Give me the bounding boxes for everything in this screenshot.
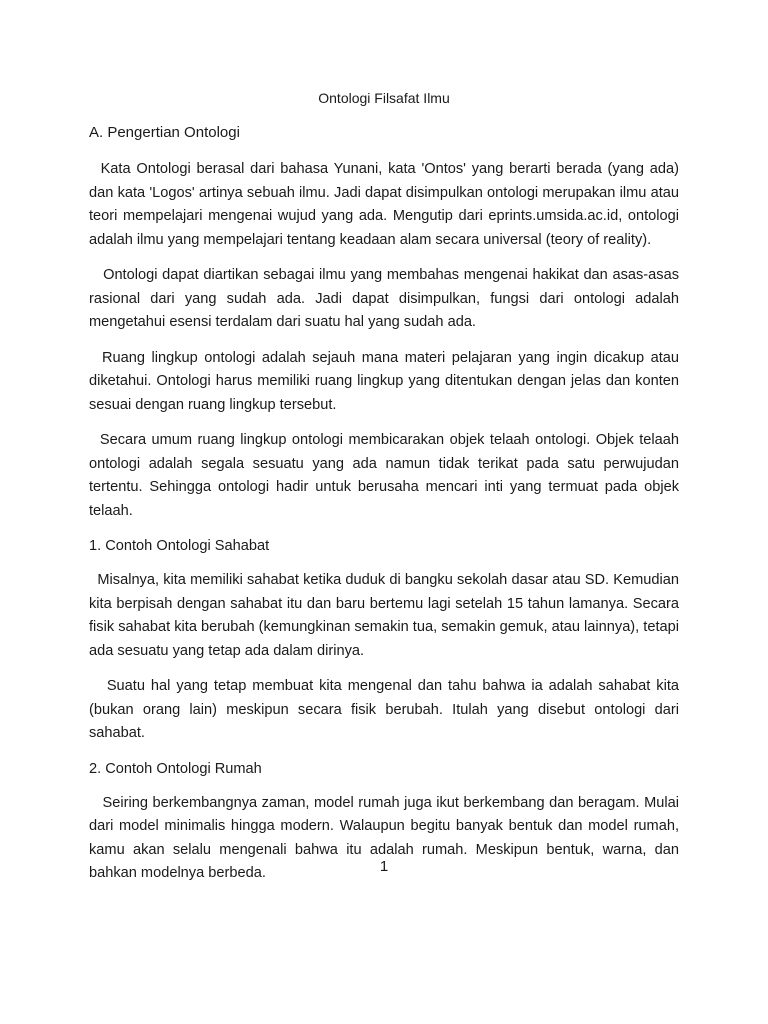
document-page	[89, 88, 684, 898]
paragraph: Ontologi dapat diartikan sebagai ilmu yang membahas mengenai hakikat dan asas-asas rasional dari yang sudah ada. Jadi dapat disimpulkan, fungsi dari ontologi adalah mengetahui esensi terdalam dari suatu hal yang sudah ada.	[89, 267, 684, 330]
page-number: 1	[379, 858, 389, 875]
example-heading-sahabat: 1. Contoh Ontologi Sahabat	[89, 538, 270, 554]
paragraph: Seiring berkembangnya zaman, model rumah juga ikut berkembang dan beragam. Mulai dari model minimalis hingga modern. Walaupun begitu banyak bentuk dan model rumah, kamu akan selalu mengenali bahwa itu adalah rumah. Meskipun bentuk, warna, dan bahkan modelnya berbeda.	[89, 794, 684, 881]
example-heading-rumah: 2. Contoh Ontologi Rumah	[89, 760, 262, 777]
section-heading-pengertian: A. Pengertian Ontologi	[89, 124, 240, 141]
paragraph: Suatu hal yang tetap membuat kita mengenal dan tahu bahwa ia adalah sahabat kita (bukan orang lain) meskipun secara fisik berubah. Itulah yang disebut ontologi dari sahabat.	[89, 678, 684, 741]
paragraph: Misalnya, kita memiliki sahabat ketika duduk di bangku sekolah dasar atau SD. Kemudian kita berpisah dengan sahabat itu dan baru bertemu lagi setelah 15 tahun lamanya. Secara fisik sahabat kita berubah (kemungkinan semakin tua, semakin gemuk, atau lainnya), tetapi ada sesuatu yang tetap ada dalam dirinya.	[89, 572, 684, 659]
paragraph: Ruang lingkup ontologi adalah sejauh mana materi pelajaran yang ingin dicakup atau diketahui. Ontologi harus memiliki ruang lingkup yang ditentukan dengan jelas dan konten sesuai dengan ruang lingkup tersebut.	[89, 349, 684, 413]
document-title: Ontologi Filsafat Ilmu	[318, 90, 450, 106]
paragraph: Kata Ontologi berasal dari bahasa Yunani, kata 'Ontos' yang berarti berada (yang ada) dan kata 'Logos' artinya sebuah ilmu. Jadi dapat disimpulkan ontologi merupakan ilmu atau teori mempelajari mengenai wujud yang ada. Mengutip dari eprints.umsida.ac.id, ontologi adalah ilmu yang mempelajari tentang keadaan alam secara universal (teory of reality).	[89, 161, 684, 248]
paragraph: Secara umum ruang lingkup ontologi membicarakan objek telaah ontologi. Objek telaah ontologi adalah segala sesuatu yang ada namun tidak terikat pada satu perwujudan tertentu. Sehingga ontologi hadir untuk berusaha mencari inti yang termuat pada objek telaah.	[89, 432, 684, 519]
